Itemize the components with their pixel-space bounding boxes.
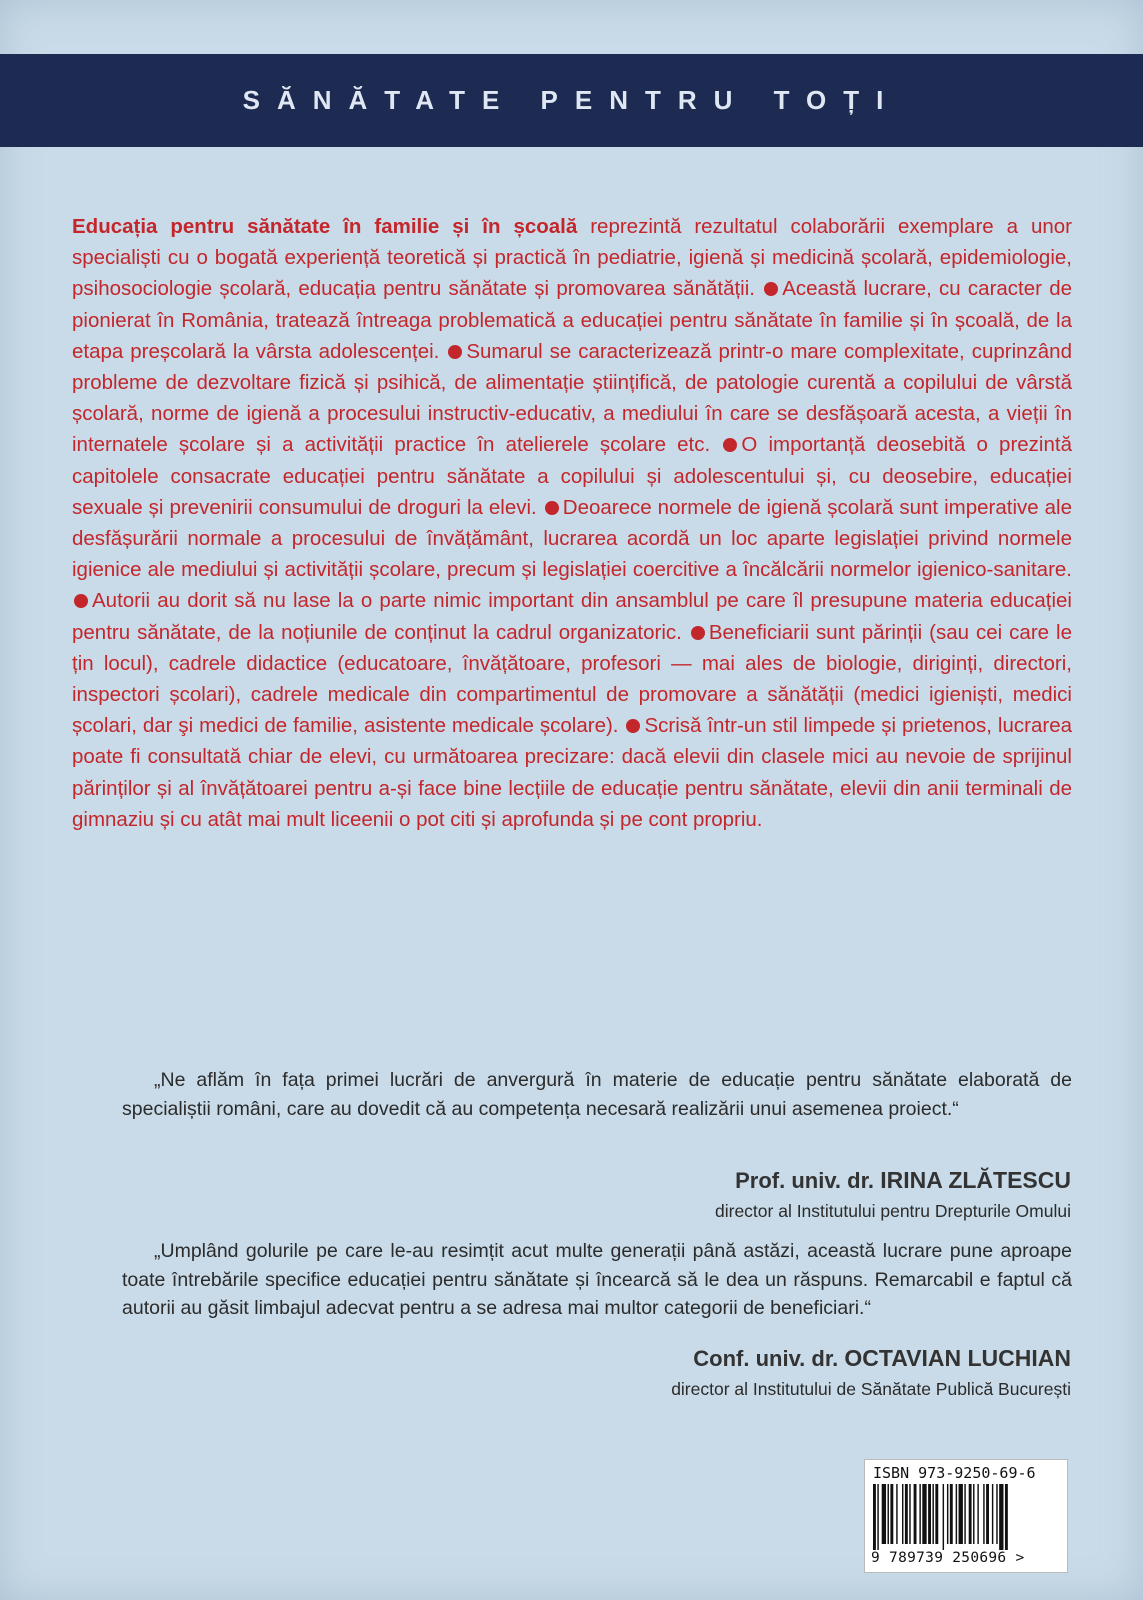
barcode-bar [956,1484,957,1544]
endorsement-role-1: director al Institutului pentru Drepturile Omului [715,1201,1071,1221]
barcode-bar [950,1484,953,1544]
blurb-sentence-1: reprezintă rezultatul colaborării exemplare a unor specialiști cu o bogată experiență teoretică și practică în pediatrie, igienă și medicină școlară, epidemiologie, psihosociologie școlară, educația pentru sănătate și promovarea sănătății. [72,215,1072,301]
blurb-sentence-4: O importanță deosebită o prezintă capitolele consacrate educației pentru sănătate a copilului și adolescentului și, cu deosebire, educației sexuale și prevenirii consumului de droguri la elevi. [72,433,1072,519]
barcode-bar [996,1484,997,1544]
bullet-icon [626,719,640,733]
blurb-sentence-2: Această lucrare, cu caracter de pionierat în România, tratează întreaga problematică a educației pentru sănătate în familie și în școală, de la etapa preșcolară la vârsta adolescenței. [72,277,1072,363]
endorsement-author-1 [735,1167,1071,1194]
barcode-bar [890,1484,893,1544]
endorsement-role-2: director al Institutului de Sănătate Publică București [671,1379,1071,1399]
bullet-icon [74,594,88,608]
barcode-bar [973,1484,974,1544]
barcode-bar [959,1484,963,1544]
barcode-bar [943,1484,944,1550]
barcode-bar [877,1484,878,1550]
isbn-barcode [864,1459,1068,1573]
barcode-bar [888,1484,889,1544]
barcode-bar [977,1484,978,1544]
barcode-bar [922,1484,926,1544]
series-banner [0,54,1143,147]
blurb-sentence-5: Deoarece normele de igienă școlară sunt imperative ale desfășurării normale a procesului de învățământ, lucrarea acordă un loc aparte legislației privind normele igienice ale mediului și activității școlare, precum și legislației coercitive a încălcării normelor igienico-sanitare. [72,495,1073,582]
barcode-bar [983,1484,984,1544]
endorsement-author-2 [693,1345,1071,1372]
barcode-bar [992,1484,993,1544]
barcode-bar [928,1484,931,1544]
barcode-bar [905,1484,908,1544]
series-title: SĂNĂTATE PENTRU TOȚI [242,85,901,115]
barcode-bar [947,1484,948,1544]
barcode-bar [932,1484,933,1544]
bullet-icon [545,501,559,515]
bullet-icon [691,626,705,640]
author-title: Prof. univ. dr. [735,1168,875,1193]
blurb-sentence-8: Scrisă într-un stil limpede și prietenos, lucrarea poate fi consultată chiar de elevi, cu următoarea precizare: dacă elevii din clasele mici au nevoie de sprijinul părinților și al învățătoarei pentru a-și face bine lecțiile de educație pentru sănătate, elevii din anii terminali de gimnaziu și cu atât mai mult liceenii o pot citi și aprofunda și pe cont propriu. [72,714,1072,831]
bullet-icon [723,438,737,452]
barcode-bar [999,1484,1003,1550]
barcode-bar [1005,1484,1008,1550]
bullet-icon [764,282,778,296]
barcode-bar [964,1484,965,1544]
barcode-bar [935,1484,938,1544]
blurb-sentence-7: Beneficiarii sunt părinții (sau cei care le țin locul), cadrele didactice (educatoare, învățătoare, profesori — mai ales de biologie, diriginți, directori, inspectori școlari), cadrele medicale din compartimentul de promovare a sănătății (medici igieniști, medici școlari, dar şi medici de familie, asistente medicale școlare). [72,620,1072,738]
isbn-label: ISBN 973-9250-69-6 [873,1464,1036,1482]
barcode-bar [986,1484,989,1544]
barcode-bar [909,1484,910,1544]
barcode-bars [873,1484,1059,1550]
description-blurb [72,211,1072,835]
endorsement-quote-2: „Umplând golurile pe care le-au resimțit acut multe generații până astăzi, această lucrare pune aproape toate întrebările specifice educației pentru sănătate și încearcă să le dea un răspuns. Remarcabil e faptul că autorii au găsit limbajul adecvat pentru a se adresa mai multor categorii de beneficiari.“ [122,1240,1072,1319]
barcode-bar [873,1484,876,1550]
barcode-bar [914,1484,917,1544]
book-title: Educația pentru sănătate în familie și în școală [72,215,578,238]
bullet-icon [448,345,462,359]
blurb-sentence-6: Autorii au dorit să nu lase la o parte nimic important din ansamblul pe care îl presupune materia educației pentru sănătate, de la noțiunile de conținut la cadrul organizatoric. [72,589,1072,644]
barcode-bar [896,1484,897,1544]
ean-number: 9 789739 250696 > [871,1550,1025,1566]
barcode-bar [919,1484,920,1544]
blurb-sentence-3: Sumarul se caracterizează printr-o mare complexitate, cuprinzând probleme de dezvoltare fizică și psihică, de alimentație științifică, de patologie curentă a copilului de vârstă școlară, norme de igienă a procesului instructiv-educativ, a mediului în care se desfășoară acesta, a vieții în internatele școlare și a activității practice în atelierele școlare etc. [72,339,1072,457]
endorsement-quote-1: „Ne aflăm în fața primei lucrări de anvergură în materie de educație pentru sănătate elaborată de specialiștii români, care au dovedit că au competența necesară realizării unui asemenea proiect.“ [122,1069,1072,1120]
barcode-bar [902,1484,903,1544]
author-name: IRINA ZLĂTESCU [880,1167,1071,1193]
author-title: Conf. univ. dr. [693,1346,839,1371]
author-name: OCTAVIAN LUCHIAN [844,1345,1071,1371]
barcode-bar [882,1484,886,1544]
barcode-bar [969,1484,972,1544]
